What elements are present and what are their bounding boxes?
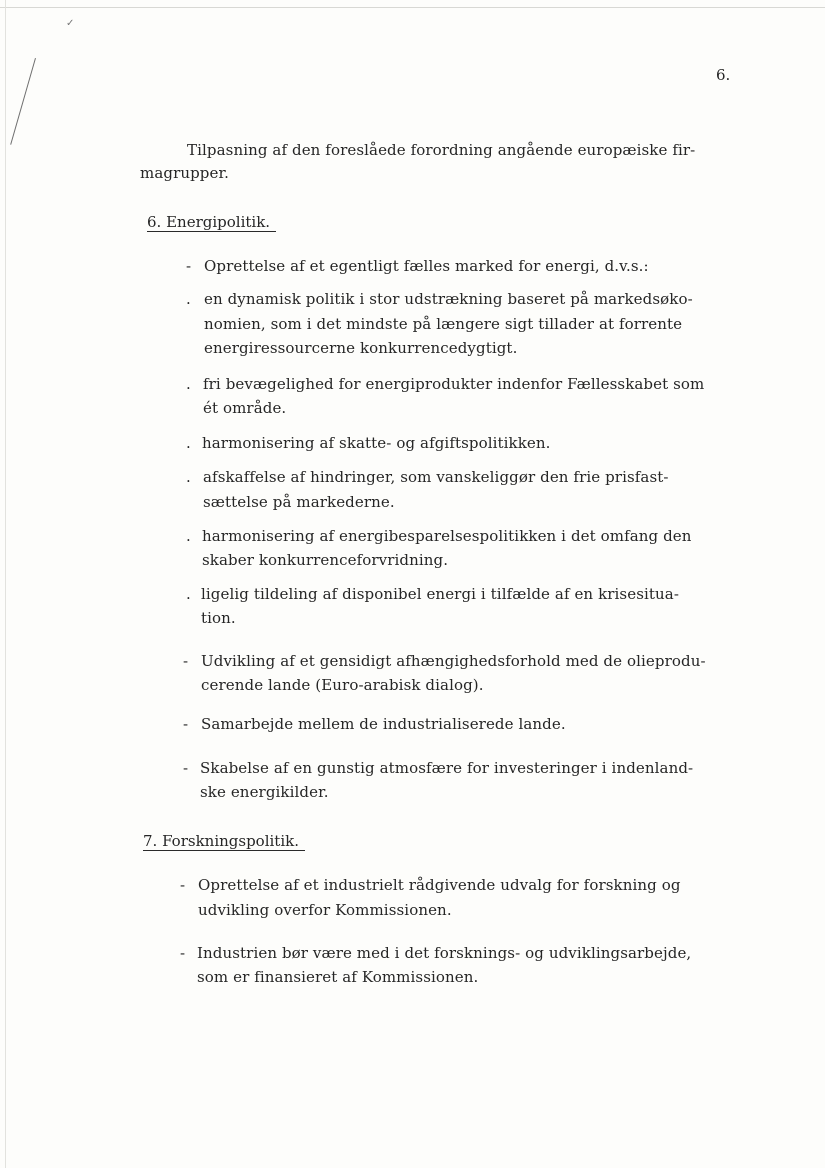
s6-sub4-line-2: sættelse på markederne. [203, 493, 395, 511]
s6-sub1-line-2: nomien, som i det mindste på længere sigt tillader at forrente [204, 315, 683, 333]
dash-bullet: - [183, 652, 189, 670]
s6-item1-line-1: Oprettelse af et egentligt fælles marked for energi, d.v.s.: [204, 257, 649, 275]
dash-bullet: - [183, 715, 189, 733]
dash-bullet: - [180, 944, 186, 962]
margin-tick-mark: ✓ [66, 18, 75, 29]
scan-edge-top [0, 7, 825, 8]
s6-sub5-line-1: harmonisering af energibesparelsespolitikken i det omfang den [202, 527, 692, 545]
scan-edge-left [5, 0, 6, 1168]
s6-sub1-line-3: energiressourcerne konkurrencedygtigt. [204, 339, 518, 357]
s6-sub6-line-1: ligelig tildeling af disponibel energi i tilfælde af en krisesitua- [201, 585, 679, 603]
s6-sub2-line-2: ét område. [203, 399, 287, 417]
section-6-underline [147, 231, 276, 232]
s7-item1-line-2: udvikling overfor Kommissionen. [198, 901, 452, 919]
dash-bullet: - [183, 759, 189, 777]
margin-pencil-mark [10, 58, 36, 145]
page-number: 6. [716, 66, 731, 84]
s6-sub3-line-1: harmonisering af skatte- og afgiftspolitikken. [202, 434, 551, 452]
s6-item4-line-1: Skabelse af en gunstig atmosfære for investeringer i indenland- [200, 759, 694, 777]
s6-item2-line-1: Udvikling af et gensidigt afhængighedsforhold med de olieprodu- [201, 652, 706, 670]
section-6-heading [147, 212, 270, 232]
dot-bullet: . [186, 468, 191, 486]
section-7-underline [143, 850, 305, 851]
dot-bullet: . [186, 585, 191, 603]
dash-bullet: - [180, 876, 186, 894]
s6-item2-line-2: cerende lande (Euro-arabisk dialog). [201, 676, 484, 694]
s6-sub1-line-1: en dynamisk politik i stor udstrækning baseret på markedsøko- [204, 290, 693, 308]
s7-item2-line-2: som er finansieret af Kommissionen. [197, 968, 479, 986]
intro-line-2: magrupper. [140, 164, 229, 182]
s6-sub4-line-1: afskaffelse af hindringer, som vanskeliggør den frie prisfast- [203, 468, 669, 486]
s6-item3-line-1: Samarbejde mellem de industrialiserede lande. [201, 715, 566, 733]
section-7-heading-text: 7. Forskningspolitik. [143, 832, 299, 850]
dot-bullet: . [186, 290, 191, 308]
s6-sub2-line-1: fri bevægelighed for energiprodukter indenfor Fællesskabet som [203, 375, 705, 393]
s6-item4-line-2: ske energikilder. [200, 783, 329, 801]
dash-bullet: - [186, 257, 192, 275]
dot-bullet: . [186, 375, 191, 393]
section-7-heading [143, 831, 299, 851]
section-6-heading-text: 6. Energipolitik. [147, 213, 271, 231]
s6-sub5-line-2: skaber konkurrenceforvridning. [202, 551, 449, 569]
dot-bullet: . [186, 434, 191, 452]
s6-sub6-line-2: tion. [201, 609, 236, 627]
dot-bullet: . [186, 527, 191, 545]
s7-item1-line-1: Oprettelse af et industrielt rådgivende udvalg for forskning og [198, 876, 681, 894]
s7-item2-line-1: Industrien bør være med i det forsknings- og udviklingsarbejde, [197, 944, 692, 962]
intro-line-1: Tilpasning af den foreslåede forordning angående europæiske fir- [187, 141, 696, 159]
